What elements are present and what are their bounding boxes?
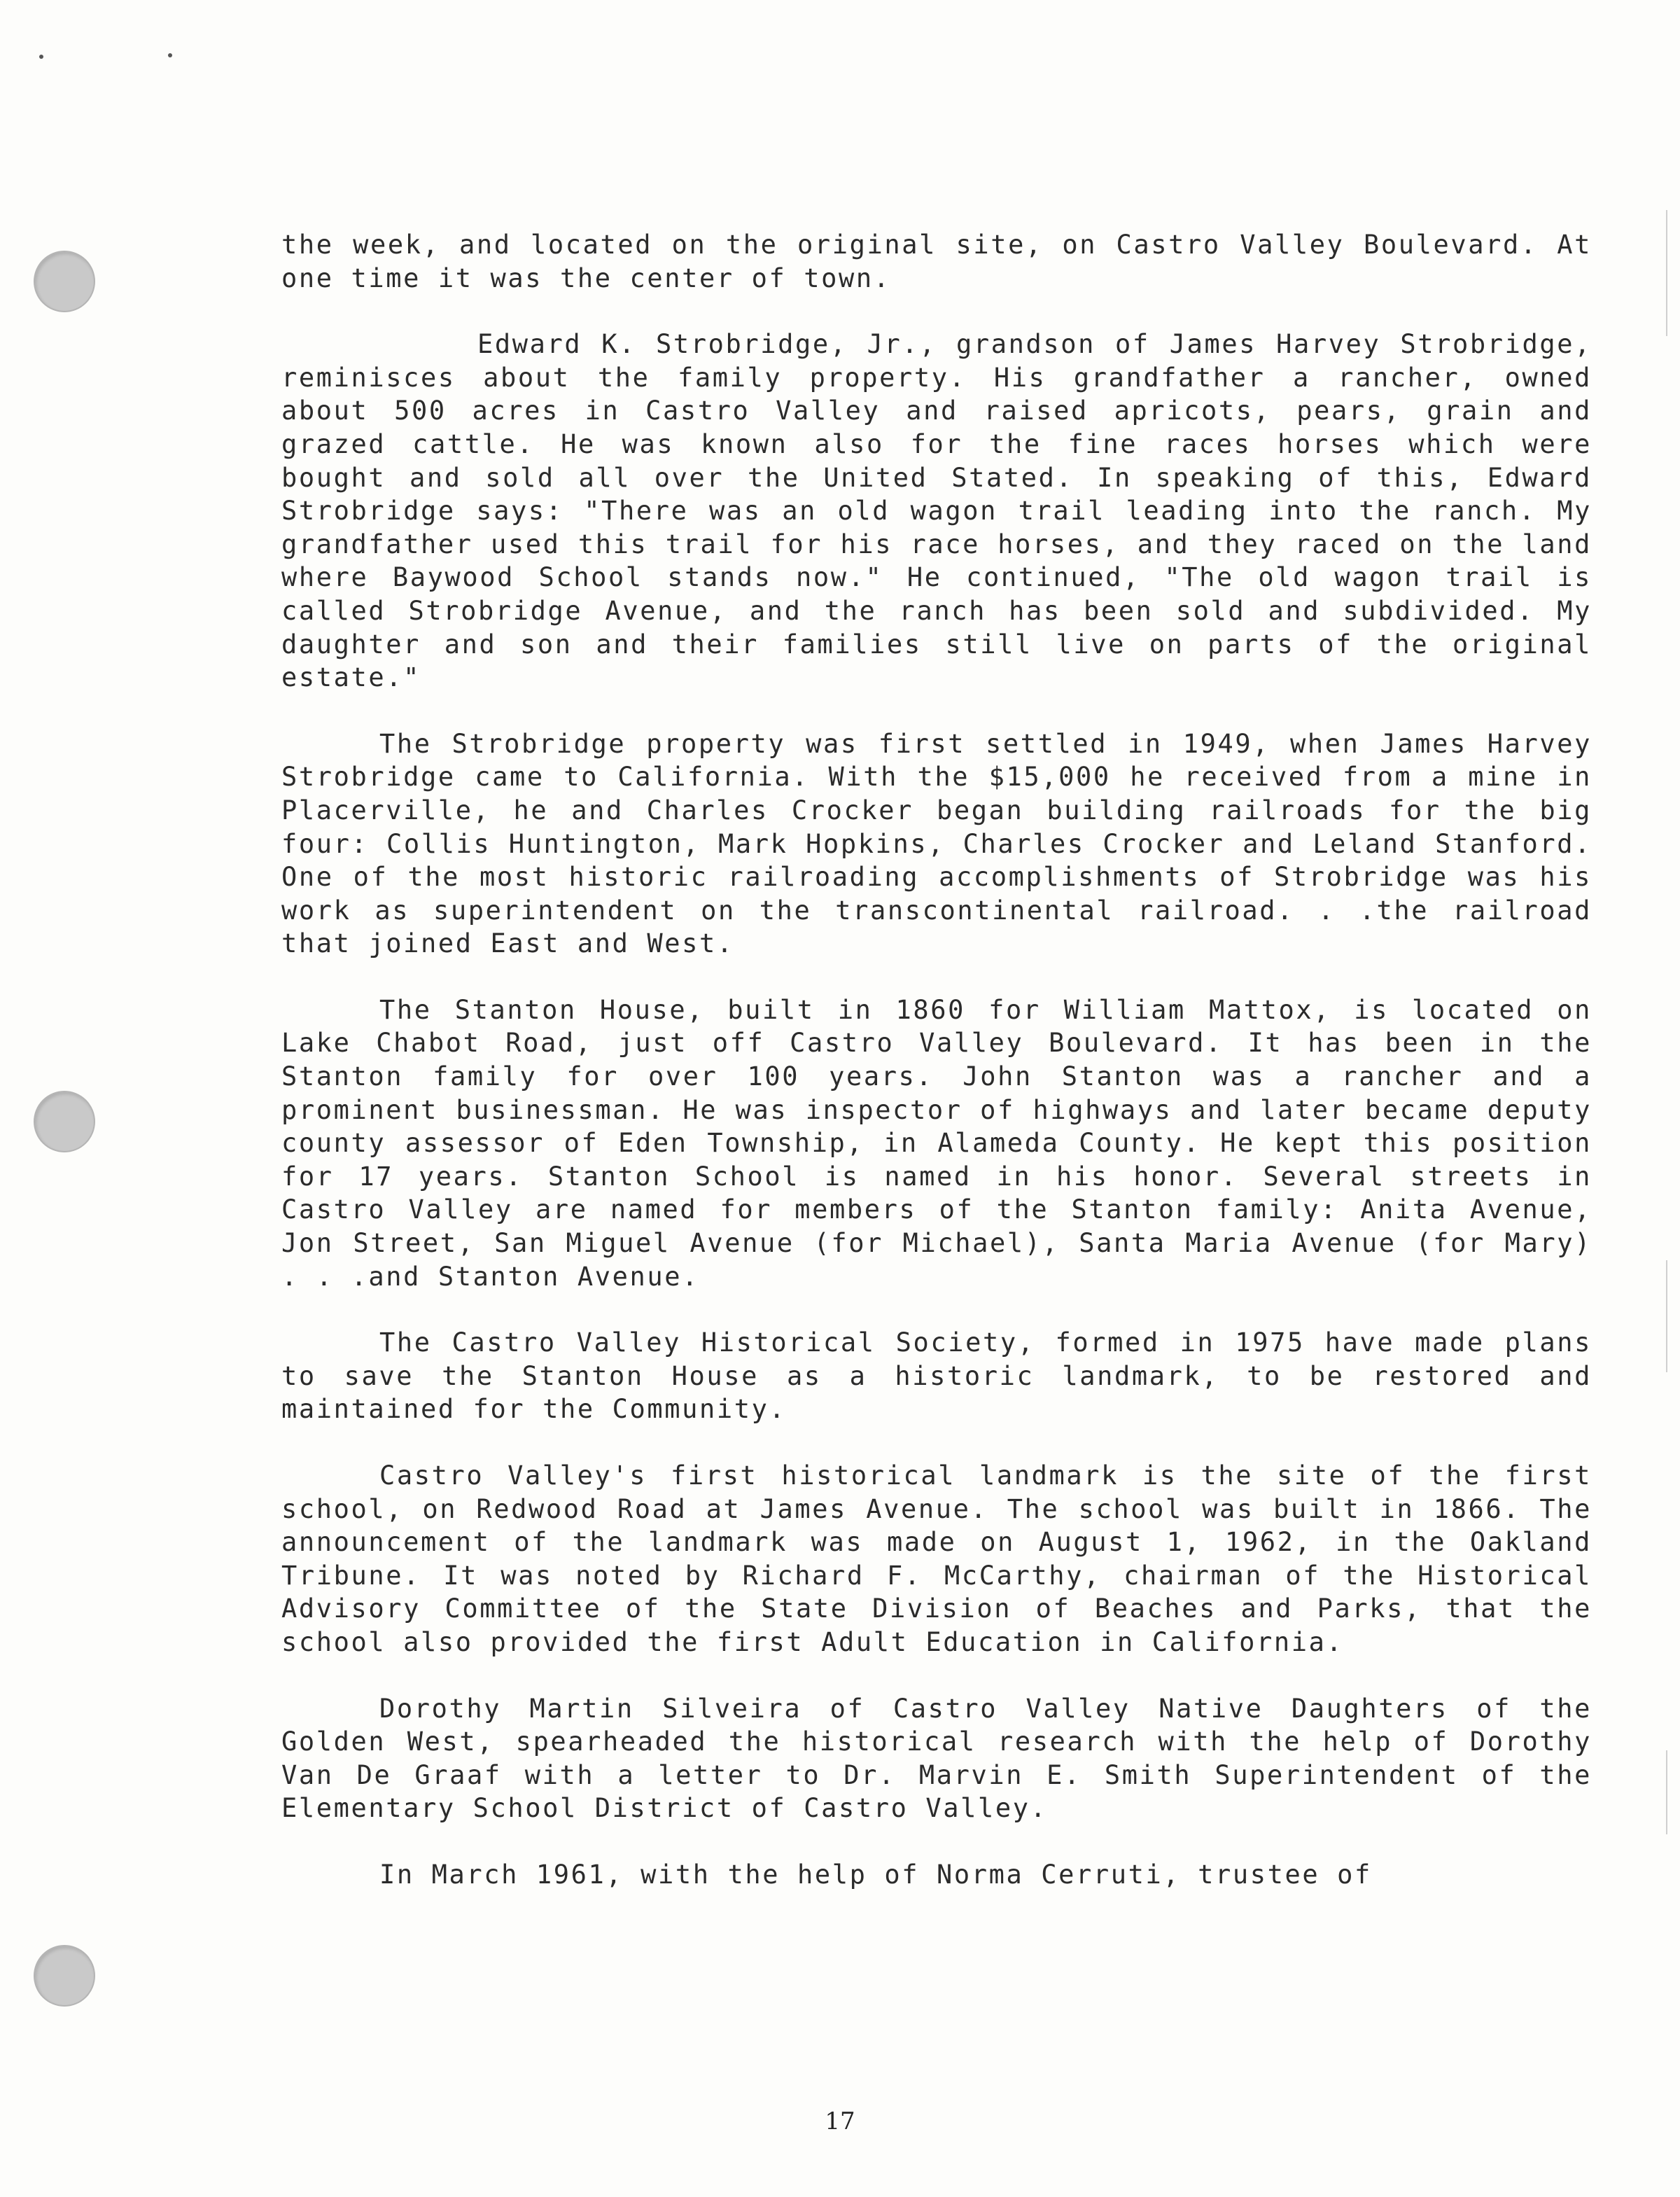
paragraph-march-1961: In March 1961, with the help of Norma Cerruti, trustee of: [379, 1859, 1372, 1890]
page-number: 17: [825, 2107, 855, 2135]
paragraph-continuation: the week, and located on the original site, on Castro Valley Boulevard. At one time it was the center of town.: [281, 230, 1592, 293]
scan-edge-mark: [1666, 210, 1667, 336]
binder-hole-bottom: [34, 1945, 95, 2007]
scan-edge-mark: [1666, 1750, 1667, 1834]
paragraph-historical-society: The Castro Valley Historical Society, formed in 1975 have made plans to save the Stanton House as a historic landmark, to be restored and maintained for the Community.: [281, 1327, 1592, 1425]
paragraph-research: Dorothy Martin Silveira of Castro Valley Native Daughters of the Golden West, spearheaded the historical research with the help of Dorothy Van De Graaf with a letter to Dr. Marvin E. Smith Superintendent of the Elementary School District of Castro Valley.: [281, 1693, 1592, 1824]
scan-speck: [39, 55, 43, 59]
binder-hole-top: [34, 251, 95, 312]
scan-edge-mark: [1666, 1260, 1667, 1372]
binder-hole-middle: [34, 1091, 95, 1152]
paragraph-first-landmark: Castro Valley's first historical landmark is the site of the first school, on Redwood Road at James Avenue. The school was built in 1866. The announcement of the landmark was made on August 1, 1962, in the Oakland Tribune. It was noted by Richard F. McCarthy, chairman of the Historical Advisory Committee of the State Division of Beaches and Parks, that the school also provided the first Adult Education in California.: [281, 1460, 1592, 1657]
paragraph-stanton-house: The Stanton House, built in 1860 for William Mattox, is located on Lake Chabot Road, just off Castro Valley Boulevard. It has been in the Stanton family for over 100 years. John Stanton was a rancher and a prominent businessman. He was inspector of highways and later became deputy county assessor of Eden Township, in Alameda County. He kept this position for 17 years. Stanton School is named in his honor. Several streets in Castro Valley are named for members of the Stanton family: Anita Avenue, Jon Street, San Miguel Avenue (for Michael), Santa Maria Avenue (for Mary) . . .and Stanton Avenue.: [281, 994, 1592, 1292]
body-text: [281, 228, 1592, 1925]
scan-speck: [168, 53, 172, 57]
paragraph-strobridge-reminisces: Edward K. Strobridge, Jr., grandson of James Harvey Strobridge, reminisces about the family property. His grandfather a rancher, owned about 500 acres in Castro Valley and raised apricots, pears, grain and grazed cattle. He was known also for the fine races horses which were bought and sold all over the United Stated. In speaking of this, Edward Strobridge says: "There was an old wagon trail leading into the ranch. My grandfather used this trail for his race horses, and they raced on the land where Baywood School stands now." He continued, "The old wagon trail is called Strobridge Avenue, and the ranch has been sold and subdivided. My daughter and son and their families still live on parts of the original estate.": [281, 329, 1592, 693]
paragraph-strobridge-property: The Strobridge property was first settled in 1949, when James Harvey Strobridge came to California. With the $15,000 he received from a mine in Placerville, he and Charles Crocker began building railroads for the big four: Collis Huntington, Mark Hopkins, Charles Crocker and Leland Stanford. One of the most historic railroading accomplishments of Strobridge was his work as superintendent on the transcontinental railroad. . .the railroad that joined East and West.: [281, 728, 1592, 959]
